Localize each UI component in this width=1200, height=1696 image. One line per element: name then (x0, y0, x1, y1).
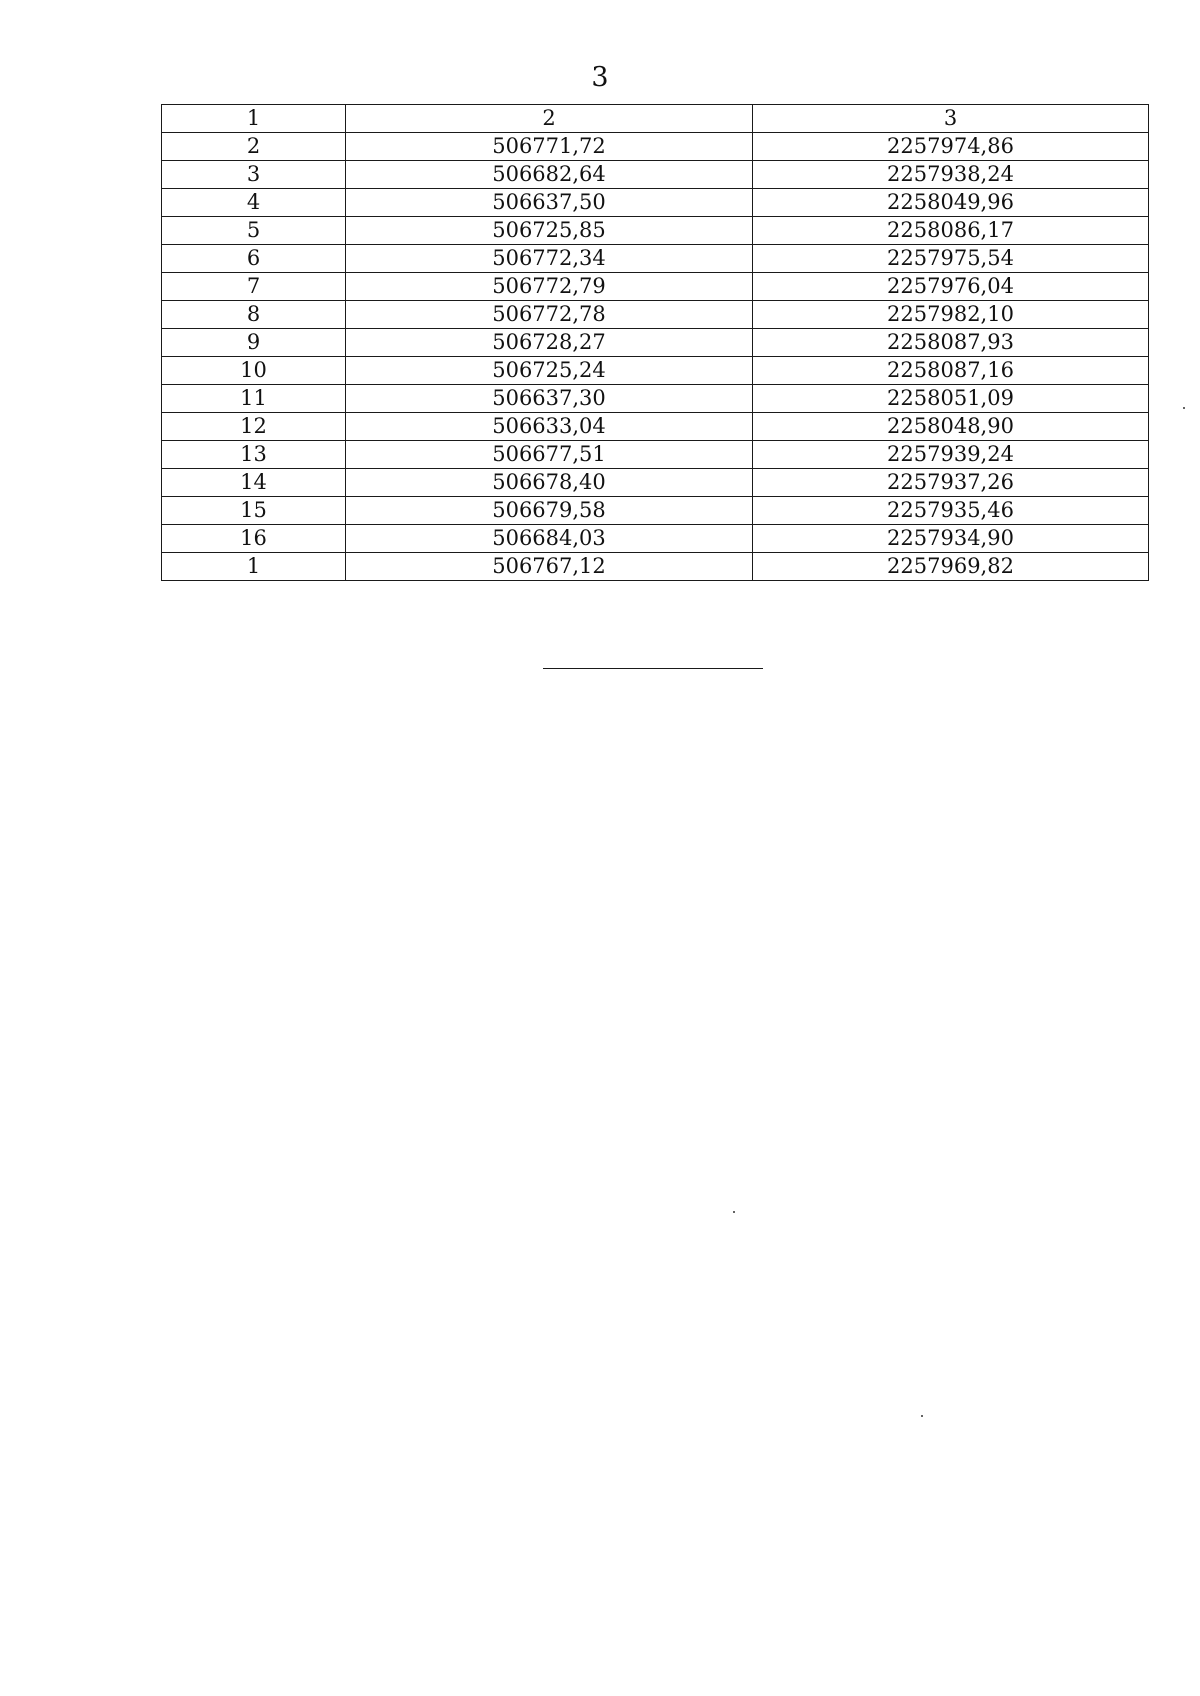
table-row (162, 385, 1149, 413)
y-coordinate-cell: 2258087,93 (753, 329, 1149, 357)
table-header-row (162, 105, 1149, 133)
table-row (162, 273, 1149, 301)
x-coordinate-cell: 506637,50 (346, 189, 753, 217)
point-number-cell: 6 (162, 245, 346, 273)
point-number-cell: 7 (162, 273, 346, 301)
table-row (162, 413, 1149, 441)
coordinates-table (161, 104, 1149, 581)
point-number-cell: 5 (162, 217, 346, 245)
table-row (162, 245, 1149, 273)
point-number-cell: 2 (162, 133, 346, 161)
y-coordinate-cell: 2257975,54 (753, 245, 1149, 273)
point-number-cell: 3 (162, 161, 346, 189)
table-row (162, 133, 1149, 161)
table-row (162, 525, 1149, 553)
table-row (162, 161, 1149, 189)
point-number-cell: 10 (162, 357, 346, 385)
y-coordinate-cell: 2258051,09 (753, 385, 1149, 413)
point-number-cell: 9 (162, 329, 346, 357)
x-coordinate-cell: 506728,27 (346, 329, 753, 357)
point-number-cell: 11 (162, 385, 346, 413)
y-coordinate-cell: 2257974,86 (753, 133, 1149, 161)
table-row (162, 301, 1149, 329)
page-number: 3 (591, 62, 609, 93)
y-coordinate-cell: 2257982,10 (753, 301, 1149, 329)
point-number-cell: 13 (162, 441, 346, 469)
x-coordinate-cell: 506767,12 (346, 553, 753, 581)
x-coordinate-cell: 506684,03 (346, 525, 753, 553)
point-number-cell: 14 (162, 469, 346, 497)
table-row (162, 217, 1149, 245)
x-coordinate-cell: 506677,51 (346, 441, 753, 469)
table-row (162, 357, 1149, 385)
header-cell-point: 1 (162, 105, 346, 133)
y-coordinate-cell: 2258086,17 (753, 217, 1149, 245)
table-row (162, 189, 1149, 217)
header-cell-y: 3 (753, 105, 1149, 133)
table-row (162, 329, 1149, 357)
y-coordinate-cell: 2257937,26 (753, 469, 1149, 497)
point-number-cell: 1 (162, 553, 346, 581)
point-number-cell: 12 (162, 413, 346, 441)
y-coordinate-cell: 2258087,16 (753, 357, 1149, 385)
header-cell-x: 2 (346, 105, 753, 133)
point-number-cell: 4 (162, 189, 346, 217)
x-coordinate-cell: 506725,24 (346, 357, 753, 385)
coordinates-table-body (162, 105, 1149, 581)
y-coordinate-cell: 2257969,82 (753, 553, 1149, 581)
scan-speck (921, 1415, 923, 1417)
x-coordinate-cell: 506678,40 (346, 469, 753, 497)
y-coordinate-cell: 2257939,24 (753, 441, 1149, 469)
scan-speck (733, 1211, 735, 1213)
x-coordinate-cell: 506772,34 (346, 245, 753, 273)
table-row (162, 497, 1149, 525)
x-coordinate-cell: 506771,72 (346, 133, 753, 161)
x-coordinate-cell: 506772,78 (346, 301, 753, 329)
y-coordinate-cell: 2258049,96 (753, 189, 1149, 217)
y-coordinate-cell: 2257935,46 (753, 497, 1149, 525)
x-coordinate-cell: 506682,64 (346, 161, 753, 189)
x-coordinate-cell: 506633,04 (346, 413, 753, 441)
table-row (162, 553, 1149, 581)
x-coordinate-cell: 506772,79 (346, 273, 753, 301)
point-number-cell: 8 (162, 301, 346, 329)
point-number-cell: 16 (162, 525, 346, 553)
x-coordinate-cell: 506637,30 (346, 385, 753, 413)
x-coordinate-cell: 506725,85 (346, 217, 753, 245)
end-of-document-line (543, 668, 763, 669)
table-row (162, 441, 1149, 469)
table-row (162, 469, 1149, 497)
scan-speck (1183, 407, 1185, 409)
y-coordinate-cell: 2257976,04 (753, 273, 1149, 301)
y-coordinate-cell: 2258048,90 (753, 413, 1149, 441)
y-coordinate-cell: 2257934,90 (753, 525, 1149, 553)
x-coordinate-cell: 506679,58 (346, 497, 753, 525)
point-number-cell: 15 (162, 497, 346, 525)
y-coordinate-cell: 2257938,24 (753, 161, 1149, 189)
